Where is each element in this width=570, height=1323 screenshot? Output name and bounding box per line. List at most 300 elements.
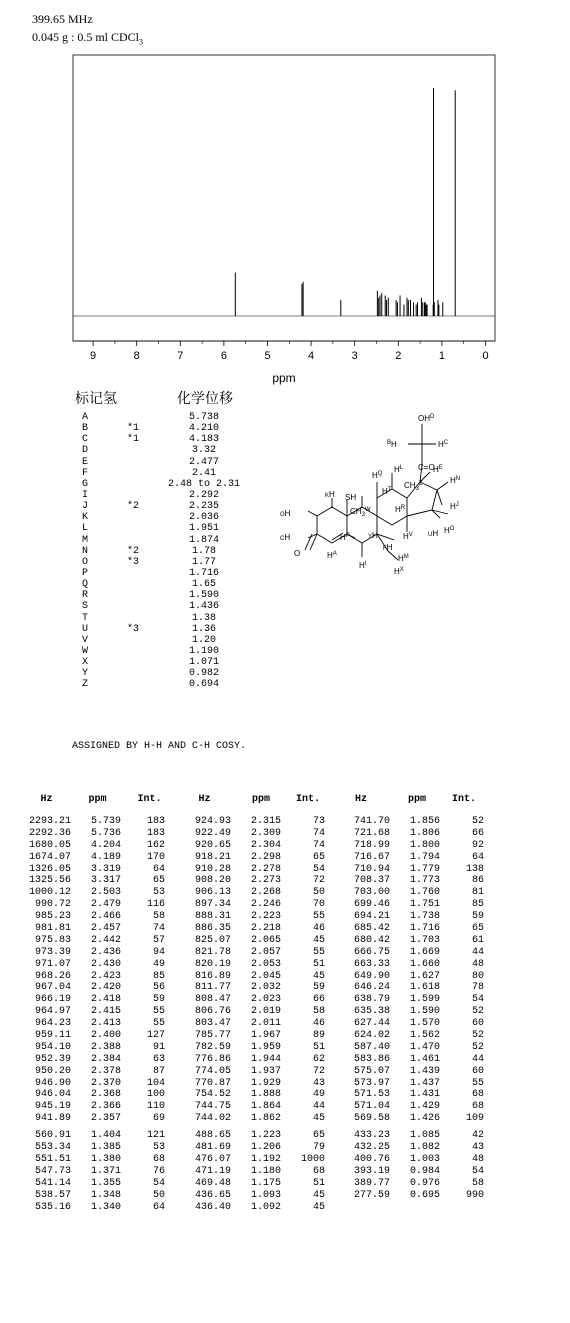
freq-hz: 716.67: [353, 851, 390, 863]
svg-text:OHD: $OH^D$: [418, 414, 435, 423]
intensity: 79: [312, 1142, 325, 1154]
intensity: 58: [471, 1177, 484, 1189]
intensity: 66: [312, 994, 325, 1006]
intensity: 64: [471, 851, 484, 863]
intensity: 66: [471, 827, 484, 839]
shift-ppm: 1.929: [250, 1077, 281, 1089]
proton-label: W: [82, 645, 89, 657]
intensity: 65: [312, 851, 325, 863]
intensity: 59: [312, 982, 325, 994]
shift-ppm: 2.357: [90, 1113, 121, 1125]
freq-hz: 694.21: [353, 911, 390, 923]
shift-ppm: 1.703: [409, 934, 440, 946]
intensity: 91: [152, 1041, 165, 1053]
intensity: 92: [471, 839, 484, 851]
svg-text:HT: $H^T$: [382, 487, 392, 496]
assignment-label-header: 标记氢: [75, 392, 117, 407]
peak-row: [24, 1113, 486, 1125]
freq-hz: 820.19: [194, 958, 231, 970]
intensity: 45: [312, 1113, 325, 1125]
intensity: 45: [312, 934, 325, 946]
shift-ppm: 1.439: [409, 1065, 440, 1077]
peak-row: [24, 1078, 486, 1090]
shift-ppm: 1.092: [250, 1201, 281, 1213]
shift-ppm: 2.032: [250, 982, 281, 994]
shift-ppm: 3.317: [90, 875, 121, 887]
shift-ppm: 1.570: [409, 1018, 440, 1030]
proton-label: U: [82, 623, 89, 635]
shift-ppm: 1.779: [409, 863, 440, 875]
proton-label: Y: [82, 668, 89, 680]
assignment-method-note: ASSIGNED BY H-H AND C-H COSY.: [72, 741, 247, 752]
proton-label: Z: [82, 679, 89, 691]
shift-ppm: 2.418: [90, 994, 121, 1006]
peak-row: [24, 947, 486, 959]
intensity: 53: [152, 1142, 165, 1154]
freq-hz: 922.49: [194, 827, 231, 839]
freq-hz: 946.90: [34, 1077, 71, 1089]
intensity: 51: [312, 1177, 325, 1189]
peak-row: [24, 982, 486, 994]
shift-ppm: 1.175: [250, 1177, 281, 1189]
shift-ppm: 1.461: [409, 1053, 440, 1065]
freq-hz: 708.37: [353, 875, 390, 887]
svg-text:UH: UH: [428, 529, 439, 538]
peak-row: [24, 864, 486, 876]
shift-ppm: 2.053: [250, 958, 281, 970]
x-tick-label: 7: [177, 350, 184, 362]
shift-ppm: 2.278: [250, 863, 281, 875]
freq-hz: 888.31: [194, 911, 231, 923]
x-axis-ticks: [73, 341, 495, 362]
proton-label: K: [82, 512, 89, 524]
chemical-shift: 1.590: [188, 590, 219, 602]
peak-table-block-1: [24, 816, 486, 1125]
intensity: 70: [312, 899, 325, 911]
freq-hz: 906.13: [194, 887, 231, 899]
freq-hz: 770.87: [194, 1077, 231, 1089]
svg-text:CH3Z: $CH_3^Z$: [404, 481, 423, 492]
freq-hz: 721.68: [353, 827, 390, 839]
freq-hz: 973.39: [34, 946, 71, 958]
shift-ppm: 1.967: [250, 1030, 281, 1042]
freq-hz: 946.04: [34, 1089, 71, 1101]
shift-ppm: 1.794: [409, 851, 440, 863]
proton-label: Q: [82, 579, 89, 591]
shift-ppm: 2.479: [90, 899, 121, 911]
intensity: 60: [471, 1018, 484, 1030]
svg-text:HQ: $H^Q$: [372, 471, 383, 480]
freq-hz: 571.04: [353, 1101, 390, 1113]
svg-text:CH3W: $CH_3^W$: [350, 507, 371, 518]
shift-ppm: 2.309: [250, 827, 281, 839]
assignment-row: [82, 512, 249, 523]
shift-ppm: 2.457: [90, 923, 121, 935]
freq-hz: 476.07: [194, 1153, 231, 1165]
proton-label: V: [82, 634, 89, 646]
intensity: 60: [471, 1065, 484, 1077]
shift-ppm: 1.959: [250, 1041, 281, 1053]
footnote-mark: [127, 468, 159, 479]
svg-text:HR: $H^R$: [395, 505, 406, 514]
intensity: 53: [152, 887, 165, 899]
freq-hz: 1000.12: [28, 887, 71, 899]
assignment-row: [82, 646, 249, 657]
shift-ppm: 1.618: [409, 982, 440, 994]
proton-label: L: [82, 523, 89, 535]
shift-ppm: 0.976: [409, 1177, 440, 1189]
shift-ppm: 1.944: [250, 1053, 281, 1065]
shift-ppm: 2.415: [90, 1006, 121, 1018]
freq-hz: 825.07: [194, 934, 231, 946]
intensity: 78: [471, 982, 484, 994]
column-header: Int.: [137, 794, 162, 805]
peak-row: [24, 923, 486, 935]
shift-ppm: 1.093: [250, 1189, 281, 1201]
x-tick-label: 4: [308, 350, 315, 362]
steroid-structure-diagram: [270, 410, 520, 640]
intensity: 55: [471, 1077, 484, 1089]
footnote-mark: *3: [127, 556, 140, 568]
intensity: 65: [152, 875, 165, 887]
intensity: 63: [152, 1053, 165, 1065]
intensity: 51: [312, 958, 325, 970]
freq-hz: 782.59: [194, 1041, 231, 1053]
freq-hz: 389.77: [353, 1177, 390, 1189]
intensity: 121: [146, 1130, 165, 1142]
freq-hz: 393.19: [353, 1165, 390, 1177]
freq-hz: 666.75: [353, 946, 390, 958]
intensity: 170: [146, 851, 165, 863]
footnote-mark: [127, 679, 159, 690]
svg-text:HX: $H^X$: [394, 567, 404, 576]
freq-hz: 535.16: [34, 1201, 71, 1213]
intensity: 94: [152, 946, 165, 958]
svg-text:KH: KH: [325, 490, 335, 499]
freq-hz: 966.19: [34, 994, 71, 1006]
intensity: 68: [471, 1089, 484, 1101]
freq-hz: 920.65: [194, 839, 231, 851]
freq-hz: 680.42: [353, 934, 390, 946]
shift-ppm: 1.348: [90, 1189, 121, 1201]
chemical-shift: 4.183: [188, 434, 219, 446]
shift-ppm: 1.773: [409, 875, 440, 887]
freq-hz: 587.40: [353, 1041, 390, 1053]
shift-ppm: 1.716: [409, 923, 440, 935]
shift-ppm: 1.429: [409, 1101, 440, 1113]
chemical-shift: 0.982: [188, 668, 219, 680]
intensity: 54: [152, 1177, 165, 1189]
intensity: 44: [312, 1101, 325, 1113]
chemical-shift: 2.292: [188, 489, 219, 501]
freq-hz: 971.07: [34, 958, 71, 970]
svg-text:HV: $H^V$: [403, 532, 413, 541]
freq-hz: 277.59: [353, 1189, 390, 1201]
assignment-row: [82, 657, 249, 668]
assignment-row: [82, 601, 249, 612]
peak-row: [24, 840, 486, 852]
footnote-mark: [127, 601, 159, 612]
shift-ppm: 2.442: [90, 934, 121, 946]
freq-hz: 685.42: [353, 923, 390, 935]
proton-label: S: [82, 601, 89, 613]
freq-hz: 663.33: [353, 958, 390, 970]
shift-ppm: 1.003: [409, 1153, 440, 1165]
footnote-mark: [127, 490, 159, 501]
freq-hz: [325, 1202, 390, 1214]
shift-ppm: 1.660: [409, 958, 440, 970]
footnote-mark: [127, 635, 159, 646]
footnote-mark: *2: [127, 501, 140, 513]
shift-ppm: 1.627: [409, 970, 440, 982]
svg-text:HE: $H^E$: [433, 465, 443, 474]
shift-ppm: 1.937: [250, 1065, 281, 1077]
footnote-mark: [127, 590, 159, 601]
chemical-shift: 1.716: [188, 567, 219, 579]
assignment-row: [82, 412, 249, 423]
freq-hz: 432.25: [353, 1142, 390, 1154]
intensity: 58: [152, 911, 165, 923]
shift-ppm: 2.011: [250, 1018, 281, 1030]
shift-ppm: 1.180: [250, 1165, 281, 1177]
footnote-mark: *2: [127, 545, 140, 557]
freq-hz: 469.48: [194, 1177, 231, 1189]
chemical-shift: 1.65: [191, 579, 216, 591]
peak-list-table: [24, 794, 486, 1213]
freq-hz: 945.19: [34, 1101, 71, 1113]
footnote-mark: [127, 412, 159, 423]
assignment-row: [82, 490, 249, 501]
freq-hz: 1674.07: [28, 851, 71, 863]
shift-ppm: 2.503: [90, 887, 121, 899]
footnote-mark: [127, 613, 159, 624]
freq-hz: 959.11: [34, 1030, 71, 1042]
intensity: 64: [152, 863, 165, 875]
shift-ppm: 2.420: [90, 982, 121, 994]
footnote-mark: [127, 668, 159, 679]
proton-label: P: [82, 567, 89, 579]
intensity: 44: [471, 1053, 484, 1065]
freq-hz: 646.24: [353, 982, 390, 994]
shift-ppm: 4.189: [90, 851, 121, 863]
freq-hz: 571.53: [353, 1089, 390, 1101]
proton-label: A: [82, 412, 89, 423]
shift-ppm: 1.085: [409, 1130, 440, 1142]
intensity: 80: [471, 970, 484, 982]
assignment-row: [82, 535, 249, 546]
freq-hz: 744.02: [194, 1113, 231, 1125]
shift-ppm: 2.436: [90, 946, 121, 958]
proton-label: T: [82, 612, 89, 624]
intensity: 51: [312, 1041, 325, 1053]
chemical-shift: 2.41: [191, 467, 216, 479]
freq-hz: 816.89: [194, 970, 231, 982]
intensity: 49: [312, 1089, 325, 1101]
intensity: 52: [471, 1030, 484, 1042]
freq-hz: 2293.21: [28, 816, 71, 827]
freq-hz: 981.81: [34, 923, 71, 935]
shift-ppm: 1.590: [409, 1006, 440, 1018]
freq-hz: 985.23: [34, 911, 71, 923]
intensity: 89: [312, 1030, 325, 1042]
shift-ppm: 1.888: [250, 1089, 281, 1101]
chemical-shift: 1.77: [191, 556, 216, 568]
shift-ppm: 1.470: [409, 1041, 440, 1053]
assignment-row: [82, 546, 249, 557]
shift-ppm: 1.426: [409, 1113, 440, 1125]
x-tick-label: 6: [220, 350, 227, 362]
plot-frame: [73, 55, 495, 341]
shift-ppm: 2.268: [250, 887, 281, 899]
x-tick-label: 9: [90, 350, 97, 362]
footnote-mark: [127, 523, 159, 534]
freq-hz: 583.86: [353, 1053, 390, 1065]
intensity: 85: [152, 970, 165, 982]
intensity: 68: [471, 1101, 484, 1113]
shift-ppm: 0.695: [409, 1189, 440, 1201]
peak-row: [24, 1006, 486, 1018]
peak-row: [24, 935, 486, 947]
footnote-mark: [127, 445, 159, 456]
peak-row: [24, 1202, 486, 1214]
shift-ppm: [390, 1202, 440, 1214]
chemical-shift: 1.874: [188, 534, 219, 546]
shift-ppm: 1.223: [250, 1130, 281, 1142]
shift-ppm: 2.223: [250, 911, 281, 923]
chemical-shift: 1.071: [188, 657, 219, 669]
intensity: 59: [471, 911, 484, 923]
intensity: 55: [312, 911, 325, 923]
freq-hz: 436.40: [194, 1201, 231, 1213]
freq-hz: 547.73: [34, 1165, 71, 1177]
intensity: 45: [312, 1201, 325, 1213]
freq-hz: 553.34: [34, 1142, 71, 1154]
spectrometer-frequency: 399.65 MHz: [32, 12, 93, 26]
assignment-row: [82, 479, 249, 490]
freq-hz: 400.76: [353, 1153, 390, 1165]
svg-text:GH: GH: [280, 509, 291, 518]
freq-hz: 541.14: [34, 1177, 71, 1189]
intensity: 55: [312, 946, 325, 958]
intensity: 46: [312, 1018, 325, 1030]
freq-hz: 2292.36: [28, 827, 71, 839]
intensity: 127: [146, 1030, 165, 1042]
shift-ppm: 2.413: [90, 1018, 121, 1030]
peak-table-header: [24, 794, 486, 816]
intensity: 68: [312, 1165, 325, 1177]
intensity: 54: [471, 994, 484, 1006]
intensity: 104: [146, 1077, 165, 1089]
shift-ppm: 2.246: [250, 899, 281, 911]
shift-ppm: 1.340: [90, 1201, 121, 1213]
svg-text:HL: $H^L$: [394, 465, 404, 474]
intensity: 86: [471, 875, 484, 887]
peak-row: [24, 1154, 486, 1166]
column-header: Hz: [40, 794, 53, 805]
intensity: 65: [312, 1130, 325, 1142]
freq-hz: 1326.05: [28, 863, 71, 875]
column-header: ppm: [251, 794, 270, 805]
chemical-shift: 1.20: [191, 634, 216, 646]
shift-ppm: 1.355: [90, 1177, 121, 1189]
shift-ppm: 5.736: [90, 827, 121, 839]
intensity: 72: [312, 1065, 325, 1077]
intensity: 48: [471, 958, 484, 970]
freq-hz: 744.75: [194, 1101, 231, 1113]
freq-hz: 886.35: [194, 923, 231, 935]
shift-ppm: 1.599: [409, 994, 440, 1006]
freq-hz: 1325.56: [28, 875, 71, 887]
peak-row: [24, 994, 486, 1006]
svg-text:BH: $^B$H: [387, 440, 397, 449]
intensity: 50: [312, 887, 325, 899]
freq-hz: 699.46: [353, 899, 390, 911]
intensity: 45: [312, 1189, 325, 1201]
freq-hz: 481.69: [194, 1142, 231, 1154]
peak-row: [24, 899, 486, 911]
svg-text:HA: $H^A$: [327, 551, 337, 560]
assignment-row: [82, 590, 249, 601]
freq-hz: 741.70: [353, 816, 390, 827]
svg-text:SH: SH: [345, 493, 357, 502]
shift-ppm: 5.739: [90, 816, 121, 827]
chemical-shift: 1.38: [191, 612, 216, 624]
freq-hz: 649.90: [353, 970, 390, 982]
freq-hz: 808.47: [194, 994, 231, 1006]
column-header: ppm: [88, 794, 107, 805]
chemical-shift: 4.210: [188, 423, 219, 435]
chemical-shift: 1.78: [191, 545, 216, 557]
peak-row: [24, 1166, 486, 1178]
shift-ppm: 2.368: [90, 1089, 121, 1101]
spectrum-peaks: [235, 88, 455, 316]
assignment-table: [82, 412, 249, 691]
peak-row: [24, 1142, 486, 1154]
footnote-mark: [127, 657, 159, 668]
freq-hz: 703.00: [353, 887, 390, 899]
freq-hz: 718.99: [353, 839, 390, 851]
column-header: Hz: [354, 794, 367, 805]
intensity: 43: [312, 1077, 325, 1089]
intensity: 52: [471, 816, 484, 827]
freq-hz: 967.04: [34, 982, 71, 994]
freq-hz: 897.34: [194, 899, 231, 911]
peak-row: [24, 1130, 486, 1142]
freq-hz: 560.91: [34, 1130, 71, 1142]
freq-hz: 821.78: [194, 946, 231, 958]
peak-row: [24, 971, 486, 983]
shift-ppm: 1.206: [250, 1142, 281, 1154]
freq-hz: 635.38: [353, 1006, 390, 1018]
assignment-row: [82, 579, 249, 590]
intensity: 61: [471, 934, 484, 946]
intensity: 74: [312, 839, 325, 851]
intensity: 72: [312, 875, 325, 887]
intensity: 56: [152, 982, 165, 994]
chemical-shift: 2.48 to 2.31: [167, 478, 240, 490]
x-tick-label: 1: [438, 350, 445, 362]
nmr-spectrum-chart: [0, 0, 570, 390]
shift-ppm: 2.384: [90, 1053, 121, 1065]
assignment-row: [82, 457, 249, 468]
shift-ppm: 4.204: [90, 839, 121, 851]
assignment-row: [82, 568, 249, 579]
proton-label: C: [82, 434, 89, 446]
intensity: 74: [152, 923, 165, 935]
shift-ppm: 2.423: [90, 970, 121, 982]
peak-row: [24, 1042, 486, 1054]
svg-text:HC: $H^C$: [438, 440, 449, 449]
